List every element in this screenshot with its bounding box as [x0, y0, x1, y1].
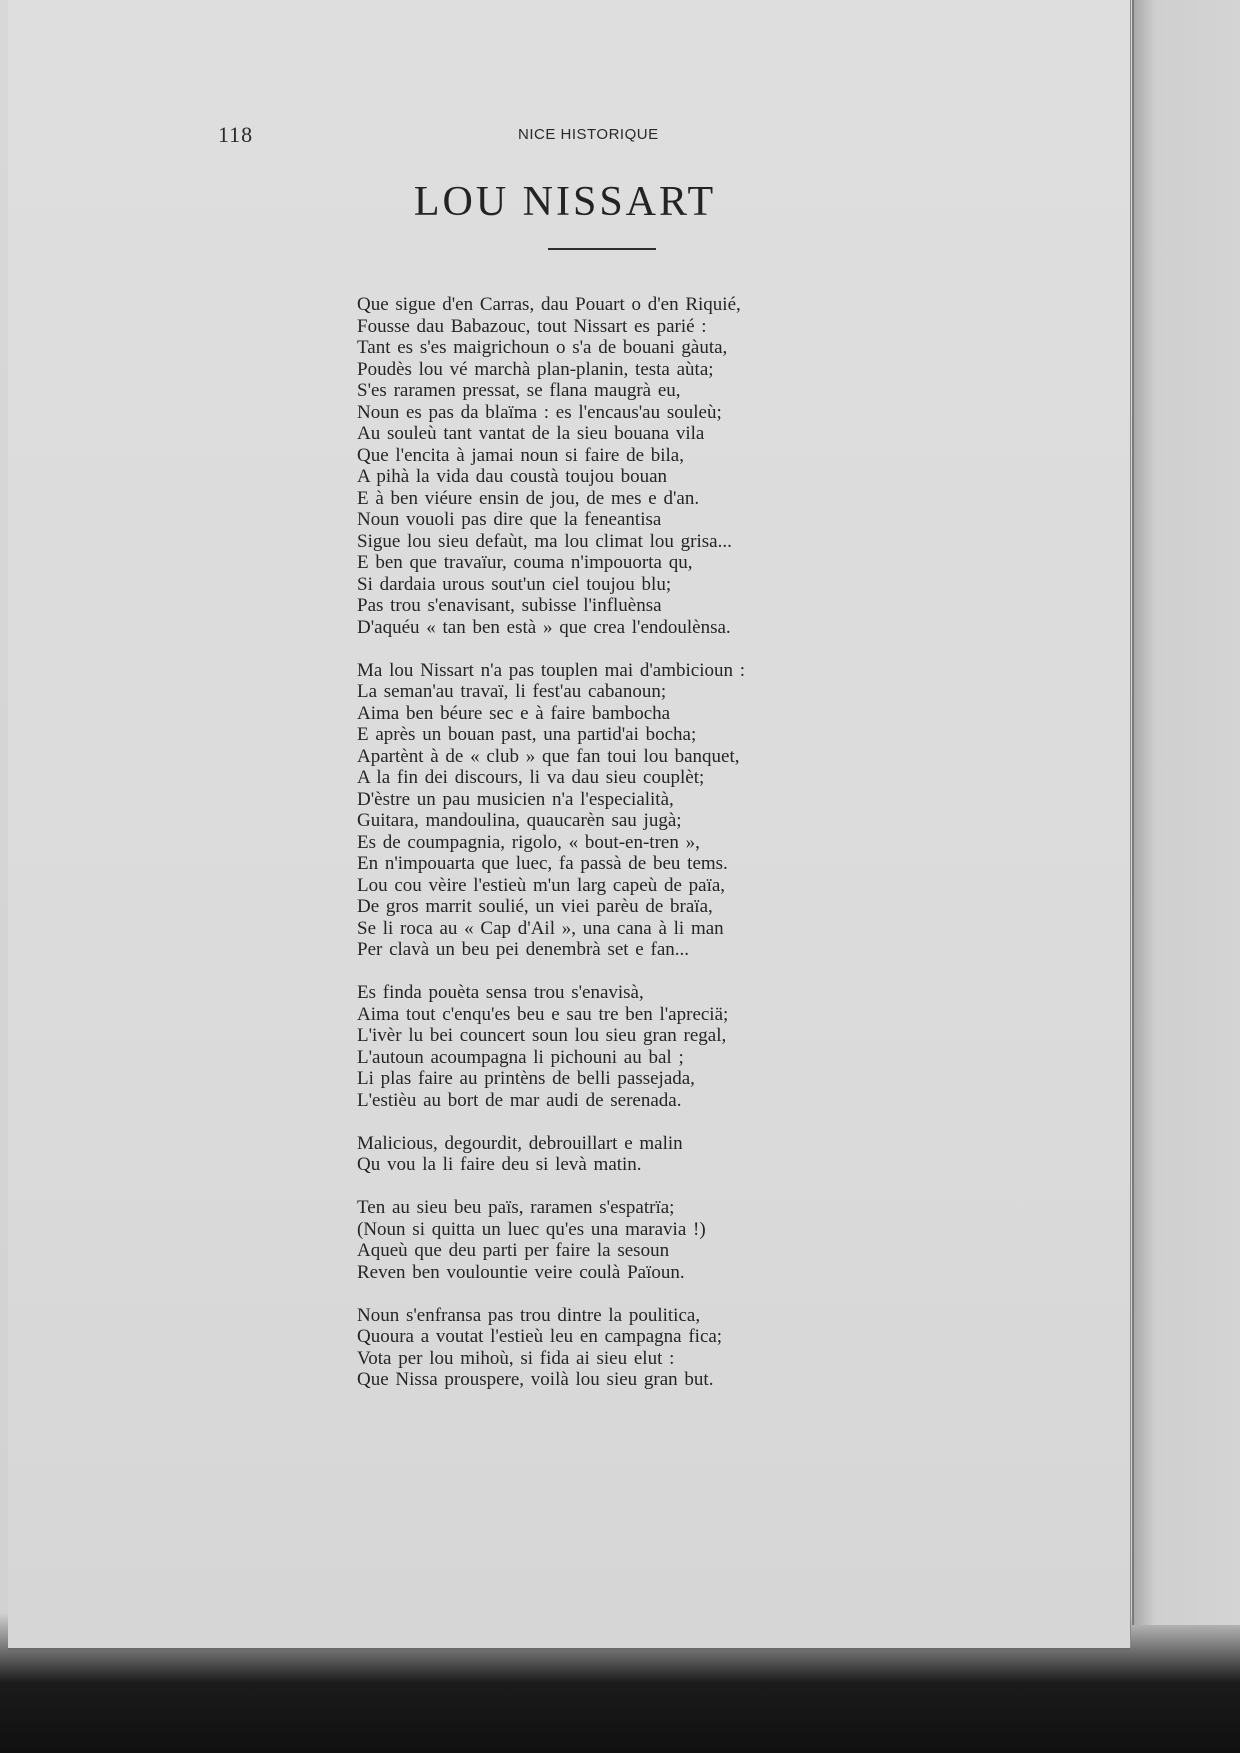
- poem-line: Vota per lou mihoù, si fida ai sieu elut :: [357, 1347, 675, 1369]
- poem-line: Apartènt à de « club » que fan toui lou banquet,: [357, 745, 740, 767]
- poem-line: Quoura a voutat l'estieù leu en campagna fica;: [357, 1326, 723, 1347]
- poem-line: Malicious, degourdit, debrouillart e malin: [357, 1132, 683, 1154]
- poem-line: Noun es pas da blaïma : es l'encaus'au souleù;: [357, 401, 722, 423]
- stanza: [357, 1305, 1117, 1391]
- poem-line: Qu vou la li faire deu si levà matin.: [357, 1154, 642, 1175]
- poem-line: Reven ben voulountie veire coulà Païoun.: [357, 1261, 685, 1283]
- poem-line: Que l'encita à jamai noun si faire de bila,: [357, 444, 684, 466]
- poem-line: Que Nissa prouspere, voilà lou sieu gran but.: [357, 1369, 714, 1390]
- stanza: [357, 1197, 1117, 1283]
- poem-line: E après un bouan past, una partid'ai bocha;: [357, 724, 697, 745]
- poem-line: La seman'au travaï, li fest'au cabanoun;: [357, 681, 667, 702]
- poem-line: Que sigue d'en Carras, dau Pouart o d'en Riquié,: [357, 294, 741, 315]
- poem-line: Au souleù tant vantat de la sieu bouana vila: [357, 423, 705, 444]
- poem-line: Se li roca au « Cap d'Ail », una cana à li man: [357, 917, 724, 939]
- poem-line: En n'impouarta que luec, fa passà de beu tems.: [357, 853, 728, 874]
- stanza: [357, 982, 1117, 1111]
- poem-line: Noun vouoli pas dire que la feneantisa: [357, 509, 662, 530]
- stanza: [357, 294, 1117, 638]
- poem-line: E à ben viéure ensin de jou, de mes e d'an.: [357, 487, 700, 509]
- poem-line: D'èstre un pau musicien n'a l'especialità,: [357, 788, 674, 810]
- stanza: [357, 660, 1117, 961]
- poem-line: Es finda pouèta sensa trou s'enavisà,: [357, 982, 644, 1003]
- poem-line: L'autoun acoumpagna li pichouni au bal ;: [357, 1046, 684, 1068]
- journal-title: NICE HISTORIQUE: [518, 126, 659, 143]
- poem-line: De gros marrit soulié, un viei parèu de braïa,: [357, 896, 713, 917]
- document-page: [8, 0, 1130, 1648]
- next-page-edge: [1132, 0, 1240, 1625]
- poem-line: Tant es s'es maigrichoun o s'a de bouani gàuta,: [357, 337, 728, 358]
- poem-line: Si dardaia urous sout'un ciel toujou blu;: [357, 573, 672, 595]
- poem-line: Li plas faire au printèns de belli passejada,: [357, 1068, 695, 1089]
- poem-line: Sigue lou sieu defaùt, ma lou climat lou grisa...: [357, 530, 732, 552]
- poem-line: L'ivèr lu bei councert soun lou sieu gran regal,: [357, 1025, 727, 1046]
- poem-line: Aima tout c'enqu'es beu e sau tre ben l'apreciä;: [357, 1003, 729, 1025]
- poem-line: Es de coumpagnia, rigolo, « bout-en-tren »,: [357, 831, 700, 853]
- poem-line: A la fin dei discours, li va dau sieu couplèt;: [357, 767, 705, 788]
- title-rule: [548, 248, 656, 250]
- poem-line: Guitara, mandoulina, quaucarèn sau jugà;: [357, 810, 682, 831]
- poem-line: A pihà la vida dau coustà toujou bouan: [357, 466, 668, 487]
- poem-line: Pas trou s'enavisant, subisse l'influènsa: [357, 595, 662, 616]
- poem-line: E ben que travaïur, couma n'impouorta qu,: [357, 552, 693, 573]
- poem-line: Ma lou Nissart n'a pas touplen mai d'ambicioun :: [357, 659, 746, 681]
- poem-line: Poudès lou vé marchà plan-planin, testa aùta;: [357, 358, 714, 380]
- poem-line: Aima ben béure sec e à faire bambocha: [357, 702, 671, 724]
- poem-line: Noun s'enfransa pas trou dintre la poulitica,: [357, 1304, 701, 1326]
- stanza: [357, 1133, 1117, 1176]
- poem-line: S'es raramen pressat, se flana maugrà eu,: [357, 380, 681, 401]
- poem-line: Lou cou vèire l'estieù m'un larg capeù de païa,: [357, 874, 726, 896]
- poem-line: D'aquéu « tan ben està » que crea l'endoulènsa.: [357, 616, 731, 638]
- poem-line: L'estièu au bort de mar audi de serenada.: [357, 1089, 682, 1111]
- poem-line: Aqueù que deu parti per faire la sesoun: [357, 1240, 670, 1261]
- poem-line: Per clavà un beu pei denembrà set e fan...: [357, 939, 690, 960]
- running-head: [8, 122, 1130, 150]
- poem-body: [357, 294, 1117, 1412]
- poem-title: LOU NISSART: [413, 179, 717, 225]
- poem-line: Ten au sieu beu païs, raramen s'espatrïa;: [357, 1197, 675, 1218]
- poem-line: Fousse dau Babazouc, tout Nissart es parié :: [357, 315, 707, 337]
- poem-line: (Noun si quitta un luec qu'es una maravia !): [357, 1218, 706, 1240]
- page-number: 118: [218, 122, 254, 147]
